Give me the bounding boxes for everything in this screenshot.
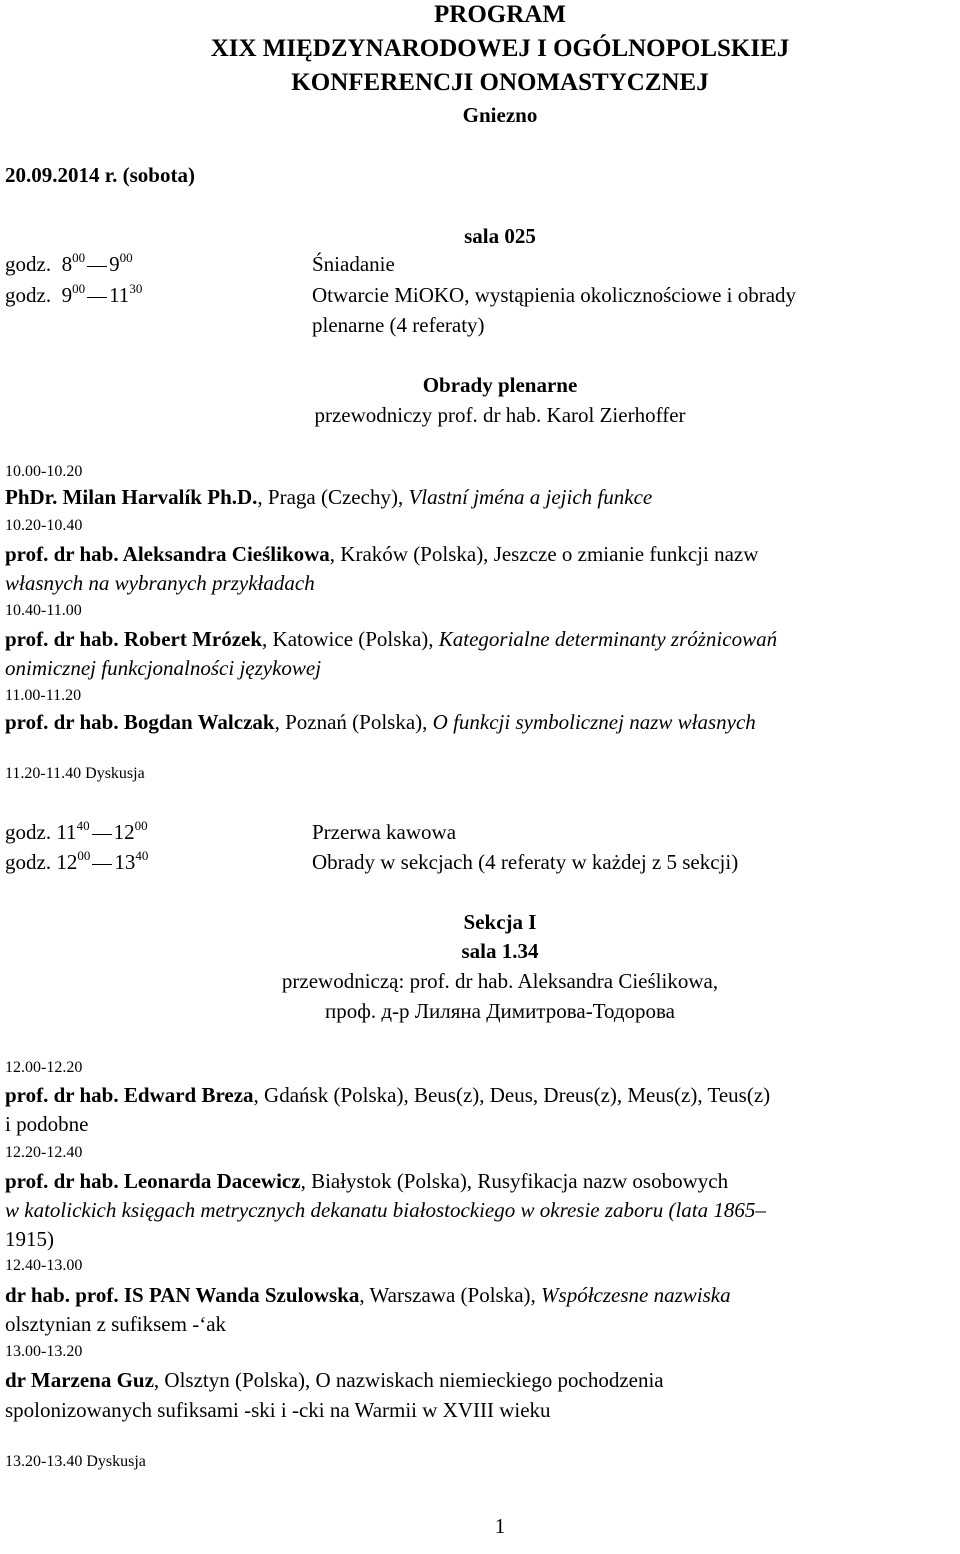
program-title: PROGRAM — [434, 1, 566, 28]
talk-time: 12.00-12.20 — [5, 1059, 83, 1076]
talk-entry-cont: 1915) — [5, 1227, 54, 1251]
conference-title-line2: KONFERENCJI ONOMASTYCZNEJ — [291, 69, 709, 96]
conference-date: 20.09.2014 r. (sobota) — [5, 163, 195, 187]
schedule-time: godz. $9^{00}$ $11^{30}$ — [5, 281, 143, 307]
schedule-time: godz. $12^{00}$ $13^{40}$ — [5, 848, 149, 874]
conference-title-line1: XIX MIĘDZYNARODOWEJ I OGÓLNOPOLSKIEJ — [210, 35, 790, 62]
section-chair-cont: проф. д-р Лиляна Димитрова-Тодорова — [325, 999, 675, 1023]
discussion: 11.20-11.40 Dyskusja — [5, 765, 145, 782]
talk-entry: prof. dr hab. Edward Breza, Gdańsk (Polska), Beus(z), Deus, Dreus(z), Meus(z), Teus(z) — [5, 1083, 771, 1107]
talk-entry: dr hab. prof. IS PAN Wanda Szulowska, Warszawa (Polska), Współczesne nazwiska — [5, 1283, 731, 1307]
plenary-heading: Obrady plenarne — [422, 373, 578, 397]
schedule-time: godz. $11^{40}$ $12^{00}$ — [5, 818, 148, 844]
talk-entry: prof. dr hab. Aleksandra Cieślikowa, Kraków (Polska), Jeszcze o zmianie funkcji nazw — [5, 542, 759, 566]
page-number: 1 — [494, 1514, 506, 1538]
schedule-item-cont: plenarne (4 referaty) — [312, 313, 485, 337]
talk-entry-cont: i podobne — [5, 1112, 89, 1136]
talk-entry: PhDr. Milan Harvalík Ph.D., Praga (Czechy), Vlastní jména a jejich funkce — [5, 485, 653, 509]
section-room: sala 1.34 — [461, 939, 539, 963]
schedule-time: godz. $8^{00}$ $9^{00}$ — [5, 250, 133, 276]
talk-time: 10.00-10.20 — [5, 463, 83, 480]
talk-entry-cont: olsztynian z sufiksem -‘ak — [5, 1312, 227, 1336]
talk-time: 10.20-10.40 — [5, 517, 83, 534]
schedule-item: Przerwa kawowa — [312, 820, 457, 844]
talk-time: 12.40-13.00 — [5, 1257, 83, 1274]
section-heading: Sekcja I — [463, 910, 537, 934]
talk-entry: prof. dr hab. Robert Mrózek, Katowice (Polska), Kategorialne determinanty zróżnicowań — [5, 627, 778, 651]
main-room: sala 025 — [464, 224, 536, 248]
talk-time: 12.20-12.40 — [5, 1144, 83, 1161]
talk-entry-cont: w katolickich księgach metrycznych dekanatu białostockiego w okresie zaboru (lata 1865– — [5, 1198, 766, 1222]
talk-time: 11.00-11.20 — [5, 687, 82, 704]
conference-city: Gniezno — [462, 103, 538, 127]
talk-entry: prof. dr hab. Bogdan Walczak, Poznań (Polska), O funkcji symbolicznej nazw własnych — [5, 710, 756, 734]
talk-entry-cont: onimicznej funkcjonalności językowej — [5, 656, 322, 680]
discussion: 13.20-13.40 Dyskusja — [5, 1453, 146, 1470]
talk-entry: prof. dr hab. Leonarda Dacewicz, Białystok (Polska), Rusyfikacja nazw osobowych — [5, 1169, 729, 1193]
schedule-item: Śniadanie — [312, 252, 395, 276]
talk-entry: dr Marzena Guz, Olsztyn (Polska), O nazwiskach niemieckiego pochodzenia — [5, 1368, 664, 1392]
talk-entry-cont: własnych na wybranych przykładach — [5, 571, 315, 595]
talk-entry-cont: spolonizowanych sufiksami -ski i -cki na Warmii w XVIII wieku — [5, 1398, 551, 1422]
schedule-item: Obrady w sekcjach (4 referaty w każdej z 5 sekcji) — [312, 850, 739, 874]
schedule-item: Otwarcie MiOKO, wystąpienia okolicznościowe i obrady — [312, 283, 797, 307]
section-chair: przewodniczą: prof. dr hab. Aleksandra Cieślikowa, — [281, 969, 719, 993]
plenary-chair: przewodniczy prof. dr hab. Karol Zierhoffer — [314, 403, 686, 427]
talk-time: 10.40-11.00 — [5, 602, 82, 619]
talk-time: 13.00-13.20 — [5, 1343, 83, 1360]
